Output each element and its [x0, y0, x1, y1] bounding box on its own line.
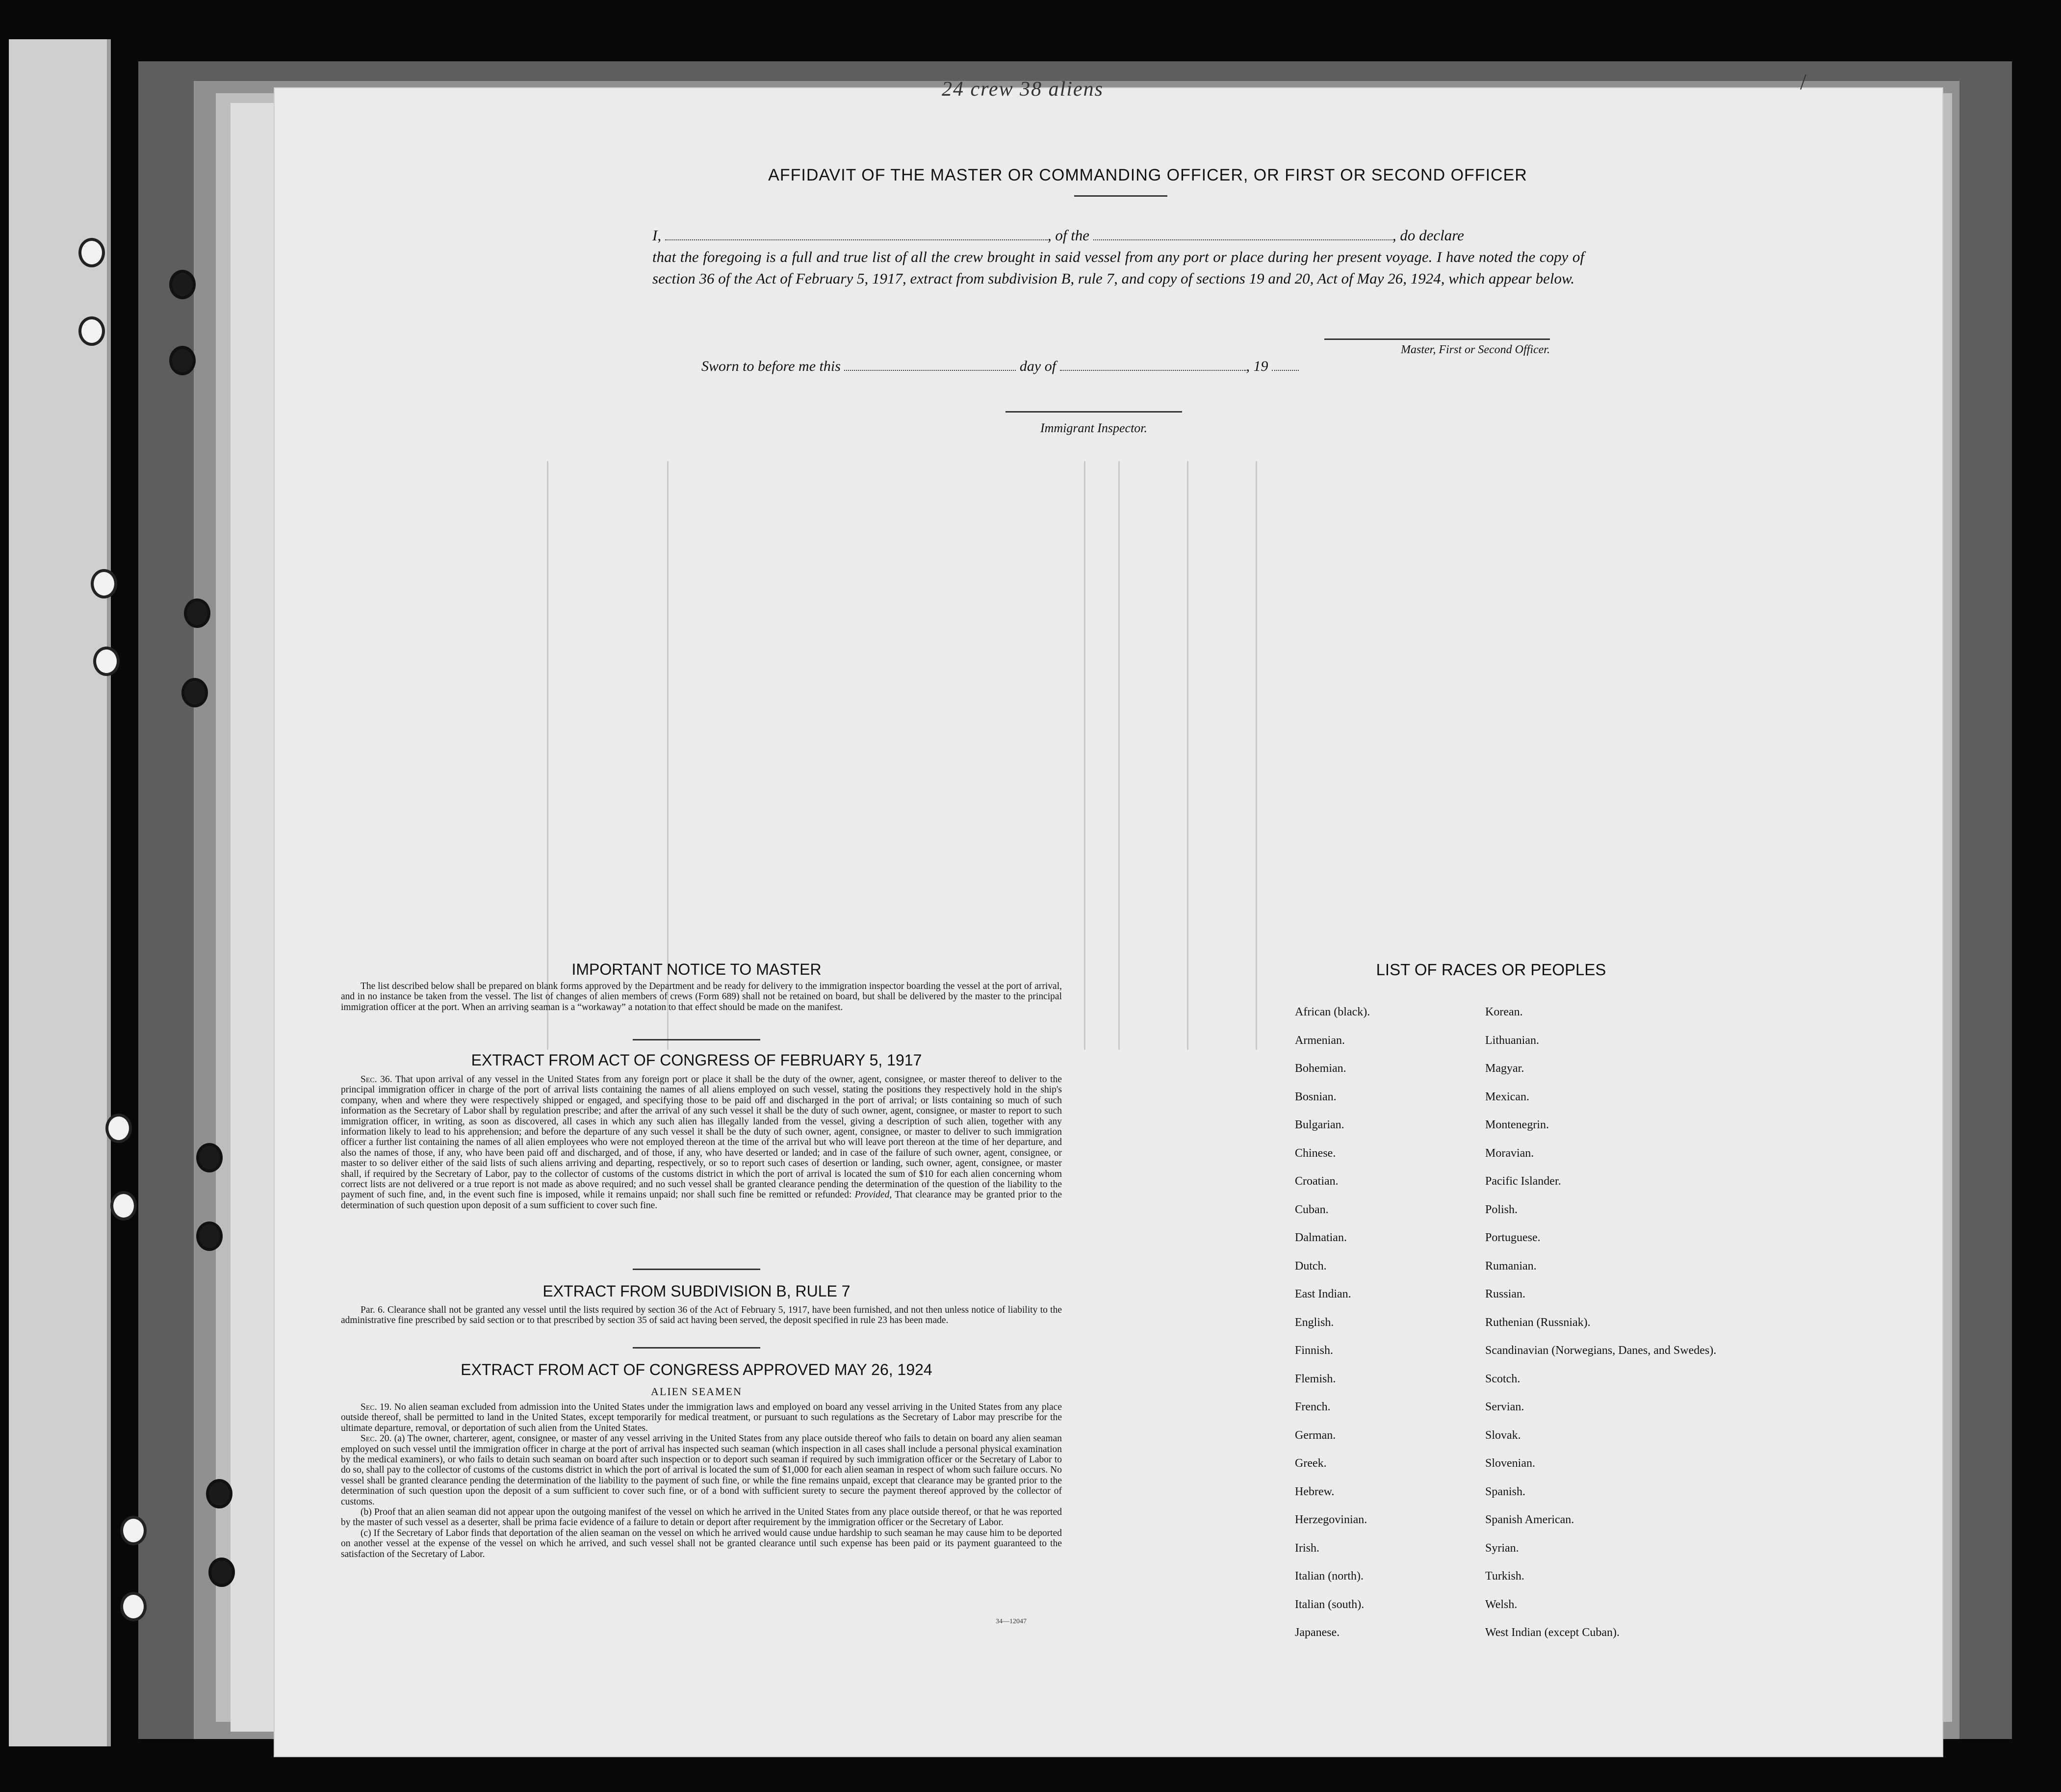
affidavit-heading-rule — [1074, 195, 1167, 197]
punch-hole — [93, 647, 120, 676]
punch-hole — [120, 1516, 147, 1545]
race-entry: Flemish. — [1295, 1372, 1336, 1385]
race-entry: Italian (south). — [1295, 1598, 1365, 1611]
bleed-through-rule — [1256, 461, 1257, 1050]
punch-hole — [196, 1143, 223, 1172]
race-entry: Hebrew. — [1295, 1485, 1335, 1498]
race-entry: West Indian (except Cuban). — [1485, 1626, 1620, 1639]
notice-text — [341, 981, 1062, 1013]
race-entry: Montenegrin. — [1485, 1118, 1549, 1131]
race-entry: Rumanian. — [1485, 1259, 1537, 1273]
vessel-name-field[interactable] — [1093, 229, 1392, 240]
punch-hole — [110, 1191, 137, 1221]
race-entry: Spanish. — [1485, 1485, 1526, 1498]
race-entry: Slovenian. — [1485, 1457, 1535, 1470]
punch-hole — [78, 316, 105, 346]
sworn-year-field[interactable] — [1272, 360, 1299, 371]
race-entry: Irish. — [1295, 1541, 1319, 1555]
punch-hole — [169, 270, 196, 299]
race-entry: Bulgarian. — [1295, 1118, 1344, 1131]
year-prefix-label: , 19 — [1246, 358, 1268, 374]
day-of-label: day of — [1019, 358, 1056, 374]
punch-hole — [120, 1592, 147, 1621]
notice-paragraph: The list described below shall be prepared on blank forms approved by the Department and be ready for delivery to the immigration inspector boarding the vessel at the port of arrival, and in no instance be taken from the vessel. The list of changes of alien members of crews (Form 689) shall not be retained on board, but shall be delivered by the master to the principal immigration officer at the port. When an arriving seaman is a “workaway” a notation to that effect should be made on the manifest. — [341, 981, 1062, 1013]
act-1924-section-20c: (c) If the Secretary of Labor finds that deportation of the alien seaman on the vessel on which he arrived would cause undue hardship to such seaman he may cause him to be deported on another vessel at the expense of the vessel on which he arrived, and such vessel shall not be granted clearance until such expense has been paid or its payment guaranteed to the satisfaction of the Secretary of Labor. — [341, 1528, 1062, 1559]
race-entry: German. — [1295, 1428, 1336, 1442]
race-entry: Bohemian. — [1295, 1062, 1346, 1075]
race-entry: Korean. — [1485, 1006, 1523, 1018]
race-entry: Japanese. — [1295, 1626, 1340, 1639]
punch-hole — [184, 598, 210, 628]
sworn-month-field[interactable] — [1060, 360, 1246, 371]
race-entry: Dalmatian. — [1295, 1231, 1347, 1244]
underlying-sheet-edge — [9, 39, 111, 1746]
race-entry: Magyar. — [1485, 1062, 1524, 1075]
signature-label: Master, First or Second Officer. — [1401, 343, 1550, 356]
bleed-through-rule — [1187, 461, 1188, 1050]
section-36-text: That upon arrival of any vessel in the United States from any foreign port or place it shall be the duty of the owner, agent, consignee, or master thereof to deliver to the principal immigration officer in charge of the port of arrival lists containing the names of all aliens employed on such vessel, stating the positions they respectively hold in the ship's company, when and where they were respectively shipped or engaged, and specifying those to be paid off and discharged in the port of arrival; or lists containing so much of such information as the Secretary of Labor shall by regulation prescribe; and after the arrival of any such vessel it shall be the duty of such owner, agent, consignee, or master to report to such immigration officer, in writing, as soon as discovered, all cases in which any such alien has illegally landed from the vessel, giving a description of such alien, together with any information likely to lead to his apprehension; and before the departure of any such vessel it shall be the duty of such owner, agent, consignee, or master to deliver to such immigration officer a further list containing the names of all alien employees who were not employed thereon at the time of the arrival but who will leave port thereon at the time of her departure, and also the names of those, if any, who have been paid off and discharged, and of those, if any, who have deserted or landed; and in case of the failure of such owner, agent, consignee, or master to so deliver either of the said lists of such aliens arriving and departing, respectively, or so to report such cases of desertion or landing, such owner, agent, consignee, or master shall, if required by the Secretary of Labor, pay to the collector of customs of the customs district in which the port of arrival is located the sum of $10 for each alien concerning whom correct lists are not delivered or a true report is not made as above required; and no such vessel shall be granted clearance pending the determination of the question of the liability to the payment of such fine, and, in the event such fine is imposed, while it remains unpaid; nor shall such fine be remitted or refunded: — [341, 1074, 1062, 1200]
race-entry: Greek. — [1295, 1457, 1327, 1470]
race-entry: Scotch. — [1485, 1372, 1520, 1385]
affidavit-body — [652, 225, 1584, 289]
race-entry: Bosnian. — [1295, 1090, 1337, 1103]
inspector-signature-line[interactable] — [1005, 411, 1182, 413]
section-19-text: No alien seaman excluded from admission into the United States under the immigration laws and employed on board any vessel arriving in the United States from any place outside thereof, shall be permitted to land in the United States, except temporarily for medical treatment, or pursuant to such regulations as the Secretary of Labor may prescribe for the ultimate departure, removal, or deportation of such alien from the United States. — [341, 1402, 1062, 1433]
race-entry: French. — [1295, 1401, 1331, 1413]
affidavit-first-line — [652, 225, 1584, 246]
handwritten-crew-count: 24 crew 38 aliens — [942, 78, 1104, 101]
punch-hole — [196, 1221, 223, 1251]
race-entry: Spanish American. — [1485, 1513, 1574, 1526]
race-entry: Russian. — [1485, 1288, 1526, 1300]
race-entry: Armenian. — [1295, 1034, 1345, 1047]
race-entry: Dutch. — [1295, 1259, 1327, 1273]
rule-7-paragraph: Par. 6. Clearance shall not be granted any vessel until the lists required by section 36 of the Act of February 5, 1917, have been furnished, and not then unless notice of liability to the administrative fine prescribed by said section or to that prescribed by section 35 of said act having been served, the deposit specified in rule 23 has been made. — [341, 1305, 1062, 1326]
race-entry: Moravian. — [1485, 1146, 1534, 1160]
signature-line[interactable] — [1324, 338, 1550, 340]
proviso-text: That clearance may be granted prior to the determination of such question upon deposit of a sum sufficient to cover such fine. — [341, 1190, 1062, 1211]
affidavit-heading: AFFIDAVIT OF THE MASTER OR COMMANDING OFFICER, OR FIRST OR SECOND OFFICER — [768, 166, 1527, 184]
races-left-column — [1295, 1005, 1370, 1654]
punch-hole — [169, 346, 196, 375]
act-1924-heading: EXTRACT FROM ACT OF CONGRESS APPROVED MAY 26, 1924 — [461, 1361, 932, 1378]
race-entry: Slovak. — [1485, 1428, 1521, 1442]
race-entry: Chinese. — [1295, 1146, 1336, 1160]
race-entry: Welsh. — [1485, 1598, 1518, 1611]
section-divider — [633, 1039, 760, 1040]
race-entry: African (black). — [1295, 1006, 1370, 1018]
race-entry: Cuban. — [1295, 1203, 1329, 1216]
affidavit-of-the-label: , of the — [1047, 227, 1090, 244]
bleed-through-rule — [1084, 461, 1085, 1050]
races-right-column — [1485, 1005, 1716, 1654]
punch-hole — [208, 1558, 235, 1587]
inspector-label: Immigrant Inspector. — [1040, 421, 1148, 435]
race-entry: Portuguese. — [1485, 1231, 1541, 1244]
section-divider — [633, 1347, 760, 1349]
race-entry: Lithuanian. — [1485, 1034, 1539, 1047]
form-number: 34—12047 — [996, 1618, 1027, 1625]
race-entry: Croatian. — [1295, 1175, 1339, 1188]
punch-hole — [78, 238, 105, 267]
rule-7-text — [341, 1305, 1062, 1326]
act-1924-section-20a — [341, 1433, 1062, 1507]
act-1917-section-36 — [341, 1074, 1062, 1211]
race-entry: Turkish. — [1485, 1570, 1524, 1583]
section-label: Sec. 36. — [361, 1074, 392, 1085]
act-1924-section-19 — [341, 1402, 1062, 1433]
alien-seamen-heading: ALIEN SEAMEN — [651, 1385, 742, 1398]
race-entry: Polish. — [1485, 1203, 1518, 1216]
act-1917-heading: EXTRACT FROM ACT OF CONGRESS OF FEBRUARY 5, 1917 — [471, 1051, 922, 1069]
affidavit-declaration-text: that the foregoing is a full and true list of all the crew brought in said vessel from any port or place during her present voyage. I have noted the copy of section 36 of the Act of February 5, 1917, extract from subdivision B, rule 7, and copy of sections 19 and 20, Act of May 26, 1924, which appear below. — [652, 248, 1584, 287]
races-heading: LIST OF RACES OR PEOPLES — [1376, 961, 1606, 979]
punch-hole — [91, 569, 117, 598]
race-entry: Finnish. — [1295, 1344, 1334, 1357]
race-entry: Herzegovinian. — [1295, 1513, 1367, 1526]
punch-hole — [181, 678, 208, 707]
race-entry: Syrian. — [1485, 1541, 1519, 1555]
affidavit-declare-label: , do declare — [1392, 227, 1464, 244]
section-label: Sec. 19. — [361, 1402, 392, 1412]
race-entry: Servian. — [1485, 1401, 1524, 1413]
race-entry: Italian (north). — [1295, 1570, 1364, 1583]
rule-7-heading: EXTRACT FROM SUBDIVISION B, RULE 7 — [542, 1282, 850, 1300]
act-1924-section-20b: (b) Proof that an alien seaman did not appear upon the outgoing manifest of the vessel on which he arrived in the United States from any place outside thereof, or that he was reported by the master of such vessel as a deserter, shall be prima facie evidence of a failure to detain or deport after requirement by the immigration officer or the Secretary of Labor. — [341, 1507, 1062, 1528]
act-1917-text — [341, 1074, 1062, 1211]
proviso-label: Provided, — [854, 1190, 892, 1200]
act-1924-text — [341, 1402, 1062, 1559]
race-entry: East Indian. — [1295, 1288, 1351, 1300]
section-label: Sec. 20. — [361, 1433, 392, 1444]
sworn-statement — [701, 358, 1299, 375]
section-20a-text: (a) The owner, charterer, agent, consignee, or master of any vessel arriving in the United States from any place outside thereof who fails to detain on board any alien seaman employed on such vessel until the immigration officer in charge at the port of arrival has inspected such seaman (which inspection in all cases shall include a personal physical examination by the medical examiners), or who fails to detain such seaman on board after such inspection or to deport such seaman if required by such immigration officer or the Secretary of Labor to do so, shall pay to the collector of customs of the customs district in which the port of arrival is located the sum of $1,000 for each alien seaman in respect of whom such failure occurs. No vessel shall be granted clearance pending the determination of the liability to the payment of such fine, or while the fine remains unpaid, except that clearance may be granted prior to the determination of such question upon the deposit of a sum sufficient to cover such fine, or of a bond with sufficient surety to secure the payment thereof approved by the collector of customs. — [341, 1433, 1062, 1507]
race-entry: English. — [1295, 1316, 1334, 1329]
handwritten-page-mark: / — [1800, 69, 1806, 94]
sworn-day-field[interactable] — [844, 360, 1016, 371]
race-entry: Pacific Islander. — [1485, 1175, 1561, 1188]
affidavit-i-label: I, — [652, 227, 662, 244]
punch-hole — [105, 1114, 132, 1143]
race-entry: Scandinavian (Norwegians, Danes, and Swedes). — [1485, 1344, 1717, 1357]
sworn-label: Sworn to before me this — [701, 358, 841, 374]
notice-heading: IMPORTANT NOTICE TO MASTER — [571, 961, 822, 978]
bleed-through-rule — [1118, 461, 1120, 1050]
race-entry: Ruthenian (Russniak). — [1485, 1316, 1591, 1329]
race-entry: Mexican. — [1485, 1090, 1529, 1103]
section-divider — [633, 1269, 760, 1270]
punch-hole — [206, 1479, 232, 1508]
officer-name-field[interactable] — [665, 229, 1048, 240]
